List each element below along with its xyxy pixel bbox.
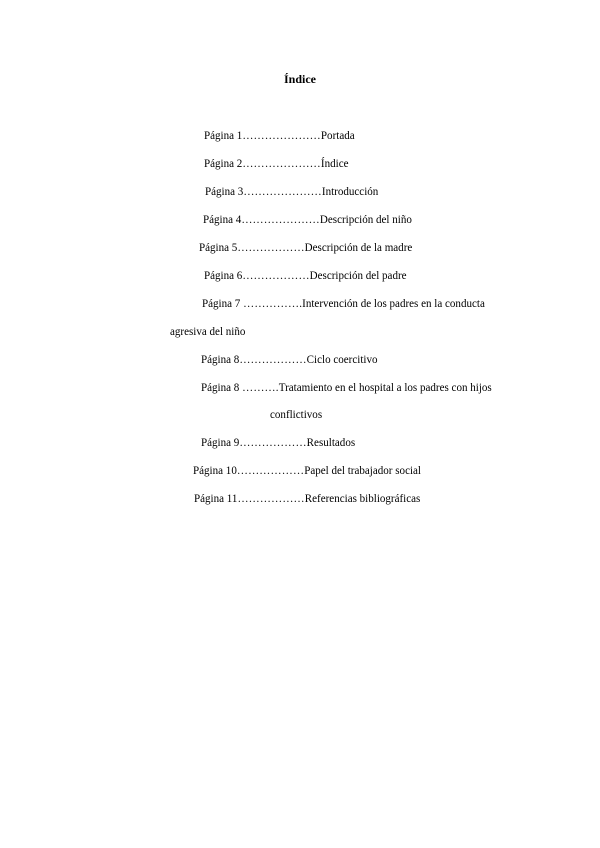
- toc-page-number: Página 1: [204, 128, 243, 142]
- toc-entry: [199, 240, 412, 254]
- toc-page-number: Página 9: [201, 435, 240, 449]
- toc-leader-dots: ………………: [237, 240, 305, 254]
- toc-leader-dots: …………………: [243, 184, 322, 198]
- toc-leader-dots: ………………: [236, 463, 305, 477]
- toc-entry: [201, 380, 492, 394]
- toc-entry: [193, 463, 421, 477]
- toc-page-number: Página 8: [201, 352, 240, 366]
- toc-page-number: Página 5: [199, 240, 238, 254]
- toc-topic: Portada: [320, 128, 355, 142]
- toc-entry: [201, 435, 355, 449]
- toc-page-number: Página 7: [202, 296, 244, 310]
- toc-page-number: Página 10: [193, 463, 237, 477]
- toc-topic: Referencias bibliográficas: [304, 491, 421, 505]
- toc-topic: Introducción: [321, 184, 379, 198]
- toc-leader-dots: …………………: [242, 156, 321, 170]
- toc-page-number: Página 4: [203, 212, 242, 226]
- toc-topic: Tratamiento en el hospital a los padres con hijos: [278, 380, 492, 394]
- toc-topic: Resultados: [306, 435, 356, 449]
- toc-page-number: Página 8: [201, 380, 243, 394]
- toc-topic: Descripción del padre: [309, 268, 407, 282]
- toc-topic: Índice: [320, 156, 349, 170]
- toc-entry: [194, 491, 420, 505]
- toc-page-number: Página 3: [205, 184, 244, 198]
- toc-page-number: Página 2: [204, 156, 243, 170]
- toc-leader-dots: ……….: [242, 380, 279, 394]
- toc-topic: Descripción del niño: [319, 212, 412, 226]
- toc-leader-dots: …………….: [243, 296, 303, 310]
- toc-entry: [204, 128, 355, 142]
- toc-topic: Descripción de la madre: [304, 240, 413, 254]
- toc-topic: Intervención de los padres en la conducta: [302, 296, 485, 310]
- toc-entry: [205, 184, 378, 198]
- toc-page-number: Página 11: [194, 491, 238, 505]
- toc-leader-dots: …………………: [242, 128, 321, 142]
- toc-topic: Papel del trabajador social: [304, 463, 422, 477]
- toc-leader-dots: ………………: [237, 491, 305, 505]
- toc-entry: [201, 352, 378, 366]
- toc-entry-continuation: agresiva del niño: [170, 324, 246, 338]
- toc-entry: [202, 296, 485, 310]
- toc-entry: [203, 212, 412, 226]
- toc-leader-dots: ………………: [239, 352, 307, 366]
- toc-entry-continuation: conflictivos: [270, 407, 323, 421]
- index-title: Índice: [283, 72, 316, 86]
- toc-leader-dots: ………………: [242, 268, 310, 282]
- toc-leader-dots: ………………: [239, 435, 307, 449]
- toc-topic: Ciclo coercitivo: [306, 352, 378, 366]
- toc-entry: [204, 268, 407, 282]
- toc-leader-dots: …………………: [241, 212, 320, 226]
- toc-entry: [204, 156, 348, 170]
- toc-page-number: Página 6: [204, 268, 243, 282]
